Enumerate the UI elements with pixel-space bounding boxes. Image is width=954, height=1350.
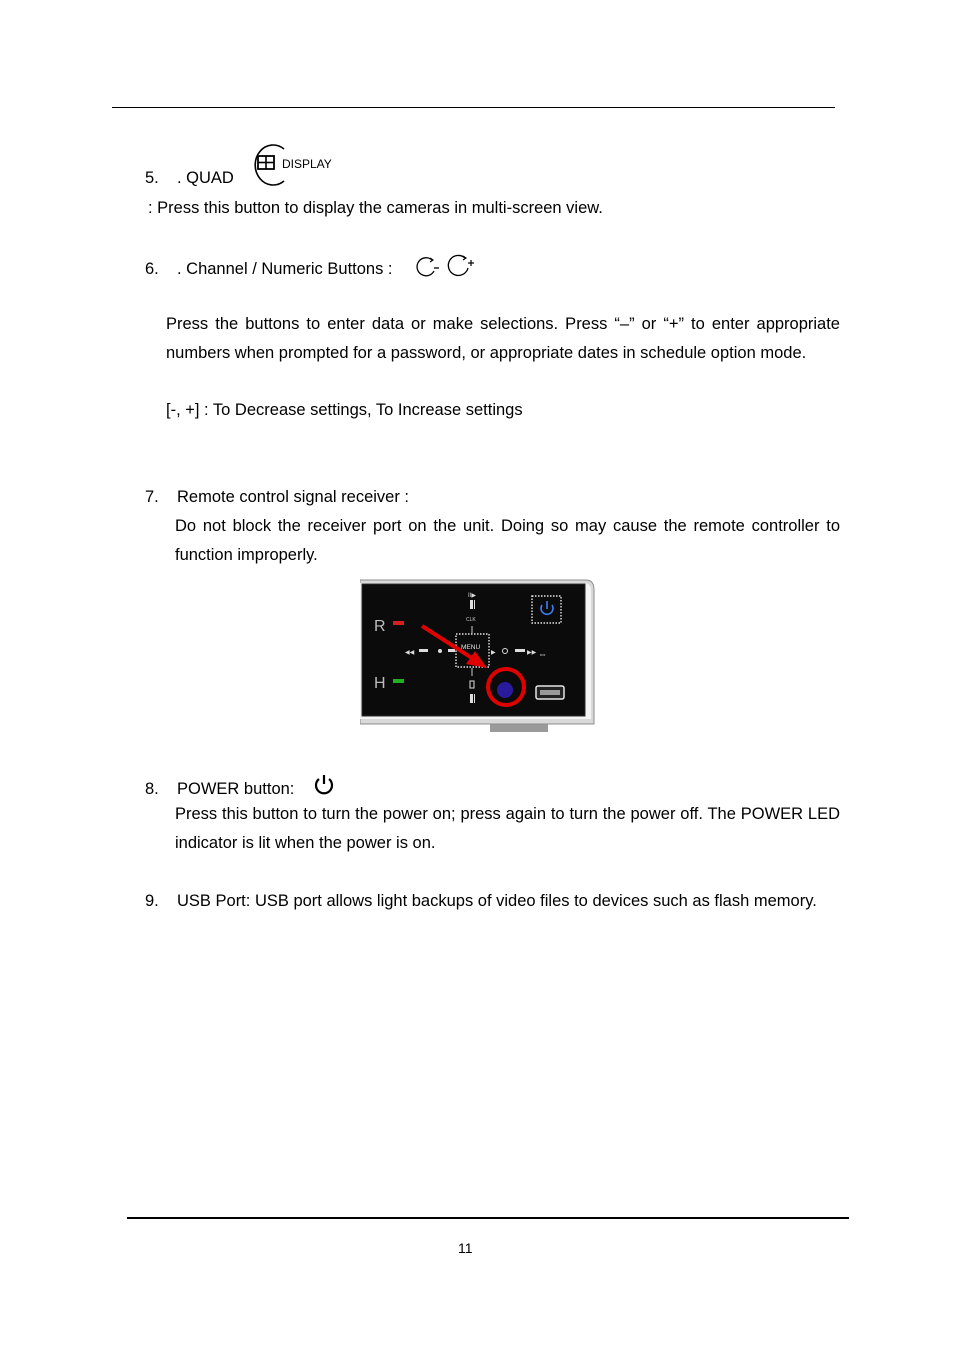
item6-number: 6. <box>145 260 159 278</box>
item9-number: 9. <box>145 892 159 910</box>
channel-plus-icon <box>446 252 476 278</box>
quad-display-icon <box>244 140 336 188</box>
item5-description: : Press this button to display the cameras in multi-screen view. <box>148 199 603 217</box>
panel-r-label: R <box>374 618 386 635</box>
panel-menu-label: MENU <box>461 644 481 651</box>
item6-paragraph: Press the buttons to enter data or make selections. Press “–” or “+” to enter appropriate numbers when prompted for a password, or appropriate dates in schedule option mode. <box>166 315 840 362</box>
item7-title: Remote control signal receiver : <box>177 488 410 506</box>
svg-text:◀◀: ◀◀ <box>405 650 415 656</box>
svg-text:▶: ▶ <box>491 650 496 656</box>
item8-paragraph: Press this button to turn the power on; press again to turn the power off. The POWER LED indicator is lit when the power is on. <box>175 805 840 852</box>
channel-minus-icon <box>415 255 441 279</box>
panel-h-label: H <box>374 675 386 692</box>
item8-title: POWER button: <box>177 780 295 798</box>
front-panel-image <box>360 578 596 734</box>
item7-paragraph: Do not block the receiver port on the unit. Doing so may cause the remote controller to function improperly. <box>175 517 840 564</box>
item9-paragraph: USB Port: USB port allows light backups of video files to devices such as flash memory. <box>177 892 817 910</box>
item5-title: . QUAD <box>177 169 234 187</box>
quad-display-icon-label: DISPLAY <box>282 157 332 171</box>
power-icon <box>312 773 336 795</box>
panel-clk-label: CLK <box>466 617 476 623</box>
item7-number: 7. <box>145 488 159 506</box>
header-rule <box>112 107 835 108</box>
page-number: 11 <box>458 1240 473 1256</box>
item6-settings-line: [-, +] : To Decrease settings, To Increase settings <box>166 401 523 419</box>
item5-number: 5. <box>145 169 159 187</box>
footer-rule <box>127 1217 849 1219</box>
item6-title: . Channel / Numeric Buttons : <box>177 260 393 278</box>
svg-text:⇔: ⇔ <box>538 649 547 659</box>
svg-text:II▶: II▶ <box>468 593 476 599</box>
svg-text:▶▶: ▶▶ <box>527 650 537 656</box>
item8-number: 8. <box>145 780 159 798</box>
